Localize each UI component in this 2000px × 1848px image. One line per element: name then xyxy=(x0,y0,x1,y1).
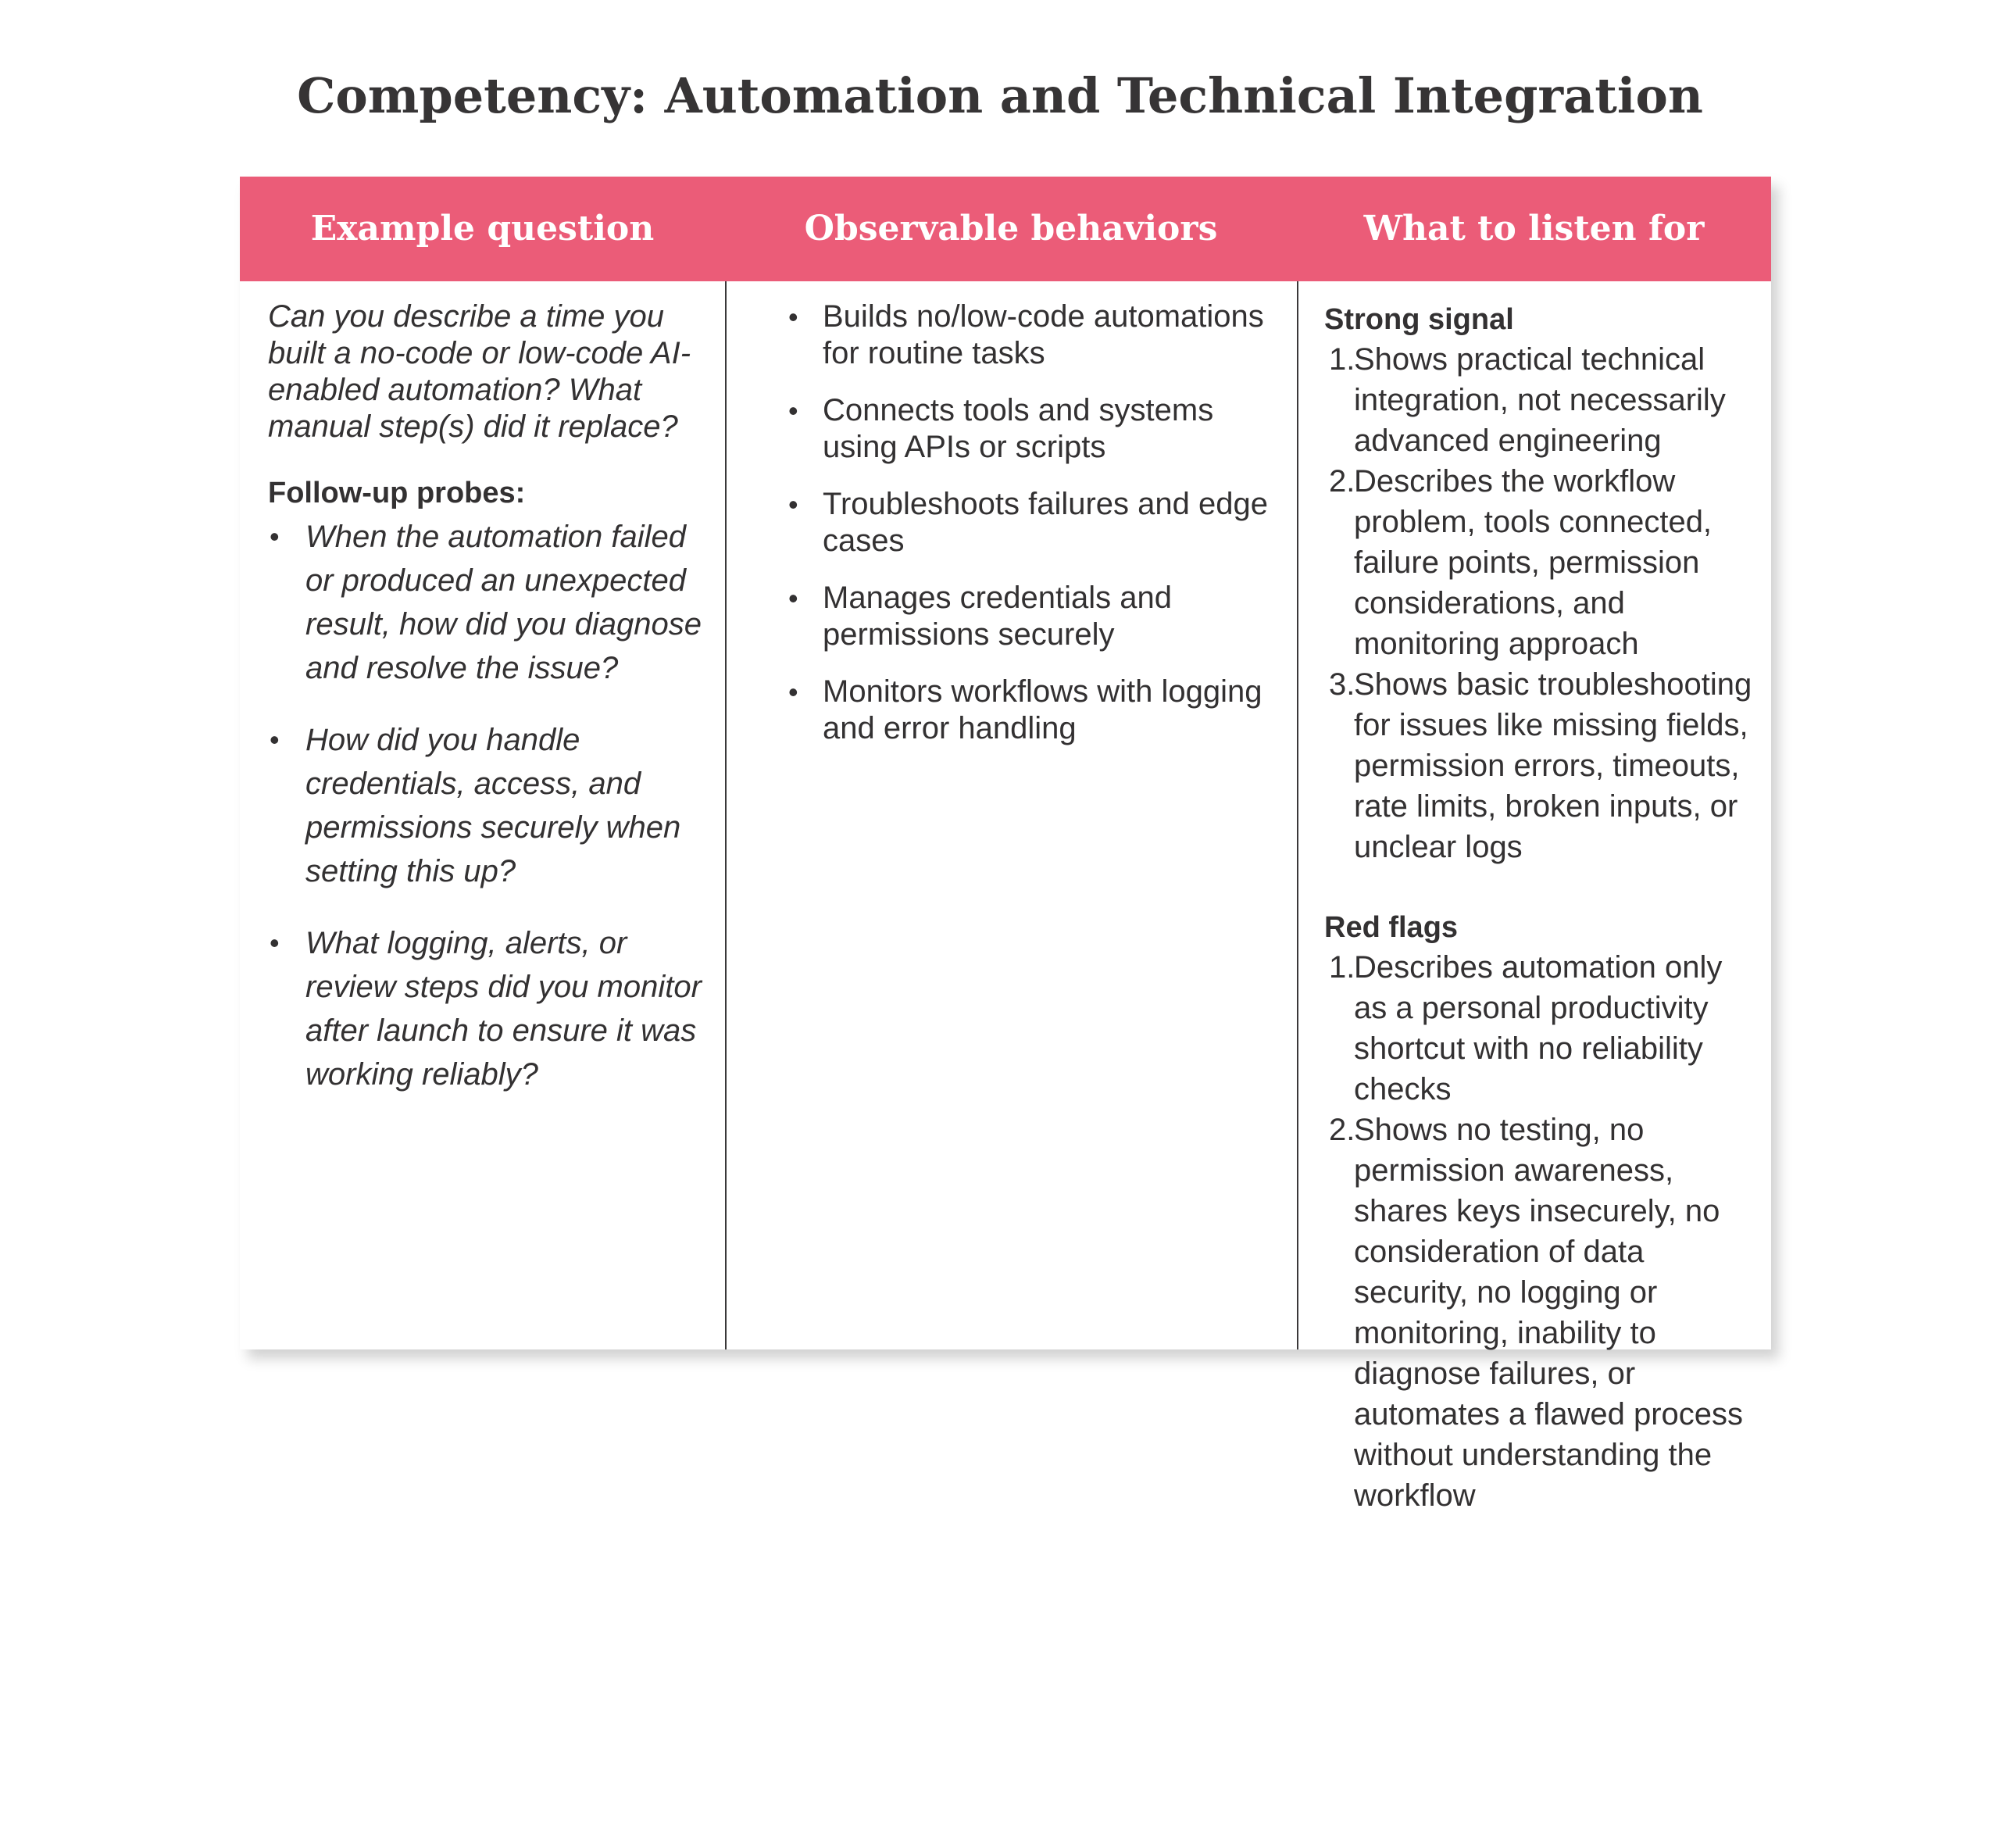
table-header-row xyxy=(240,177,1771,281)
behavior-text: Troubleshoots failures and edge cases xyxy=(823,487,1268,558)
bullet-icon: • xyxy=(270,927,280,959)
bullet-icon: • xyxy=(788,488,798,520)
page-title: Competency: Automation and Technical Integration xyxy=(297,67,1703,124)
list-item xyxy=(787,486,1279,559)
item-number: 1. xyxy=(1329,342,1355,377)
header-example-question: Example question xyxy=(310,209,655,248)
list-item xyxy=(787,298,1279,372)
behavior-text: Monitors workflows with logging and error handling xyxy=(823,674,1262,745)
list-item xyxy=(1324,947,1762,1110)
red-flag-text: Describes automation only as a personal productivity shortcut with no reliability checks xyxy=(1354,950,1723,1106)
item-number: 3. xyxy=(1329,667,1355,702)
item-number: 2. xyxy=(1329,464,1355,499)
list-item xyxy=(268,718,705,893)
behavior-text: Builds no/low-code automations for routine tasks xyxy=(823,299,1264,370)
probe-list xyxy=(268,515,705,1096)
strong-signal-text: Shows practical technical integration, not necessarily advanced engineering xyxy=(1354,342,1726,458)
item-number: 2. xyxy=(1329,1113,1355,1147)
red-flags-list xyxy=(1324,947,1762,1516)
bullet-icon: • xyxy=(270,724,280,756)
behavior-list xyxy=(787,298,1279,747)
strong-signal-heading: Strong signal xyxy=(1324,303,1514,336)
list-item xyxy=(1324,461,1762,664)
list-item xyxy=(1324,339,1762,461)
red-flags-heading: Red flags xyxy=(1324,911,1459,944)
list-item xyxy=(787,674,1279,747)
bullet-icon: • xyxy=(788,676,798,708)
observable-behaviors-column xyxy=(787,298,1279,767)
behavior-text: Connects tools and systems using APIs or scripts xyxy=(823,393,1214,464)
bullet-icon: • xyxy=(788,582,798,614)
list-item xyxy=(1324,664,1762,867)
header-observable-behaviors: Observable behaviors xyxy=(804,209,1218,248)
list-item xyxy=(787,392,1279,466)
list-item xyxy=(268,921,705,1096)
example-question-column xyxy=(268,298,705,1124)
item-number: 1. xyxy=(1329,950,1355,985)
list-item xyxy=(1324,1110,1762,1516)
strong-signal-text: Shows basic troubleshooting for issues like missing fields, permission errors, timeouts, rate limits, broken inputs, or unclear logs xyxy=(1354,667,1752,864)
bullet-icon: • xyxy=(788,301,798,333)
red-flag-text: Shows no testing, no permission awareness, shares keys insecurely, no consideration of data security, no logging or monitoring, inability to diagnose failures, or automates a flawed process without understanding the workflow xyxy=(1354,1113,1744,1513)
probe-text: When the automation failed or produced an unexpected result, how did you diagnose and resolve the issue? xyxy=(305,520,702,685)
column-divider xyxy=(1297,281,1298,1349)
column-divider xyxy=(725,281,727,1349)
followup-heading: Follow-up probes: xyxy=(268,477,526,509)
behavior-text: Manages credentials and permissions securely xyxy=(823,581,1172,652)
header-what-to-listen-for: What to listen for xyxy=(1363,209,1705,248)
list-item xyxy=(268,515,705,690)
strong-signal-list xyxy=(1324,339,1762,867)
listen-for-column xyxy=(1324,300,1762,1516)
probe-text: How did you handle credentials, access, and permissions securely when setting this up? xyxy=(305,723,681,888)
bullet-icon: • xyxy=(270,520,280,552)
list-item xyxy=(787,580,1279,653)
competency-table xyxy=(240,177,1771,1513)
strong-signal-text: Describes the workflow problem, tools connected, failure points, permission considerations, and monitoring approach xyxy=(1354,464,1712,661)
bullet-icon: • xyxy=(788,395,798,427)
example-question-text: Can you describe a time you built a no-code or low-code AI-enabled automation? What manual step(s) did it replace? xyxy=(268,299,691,444)
probe-text: What logging, alerts, or review steps did you monitor after launch to ensure it was working reliably? xyxy=(305,926,702,1092)
